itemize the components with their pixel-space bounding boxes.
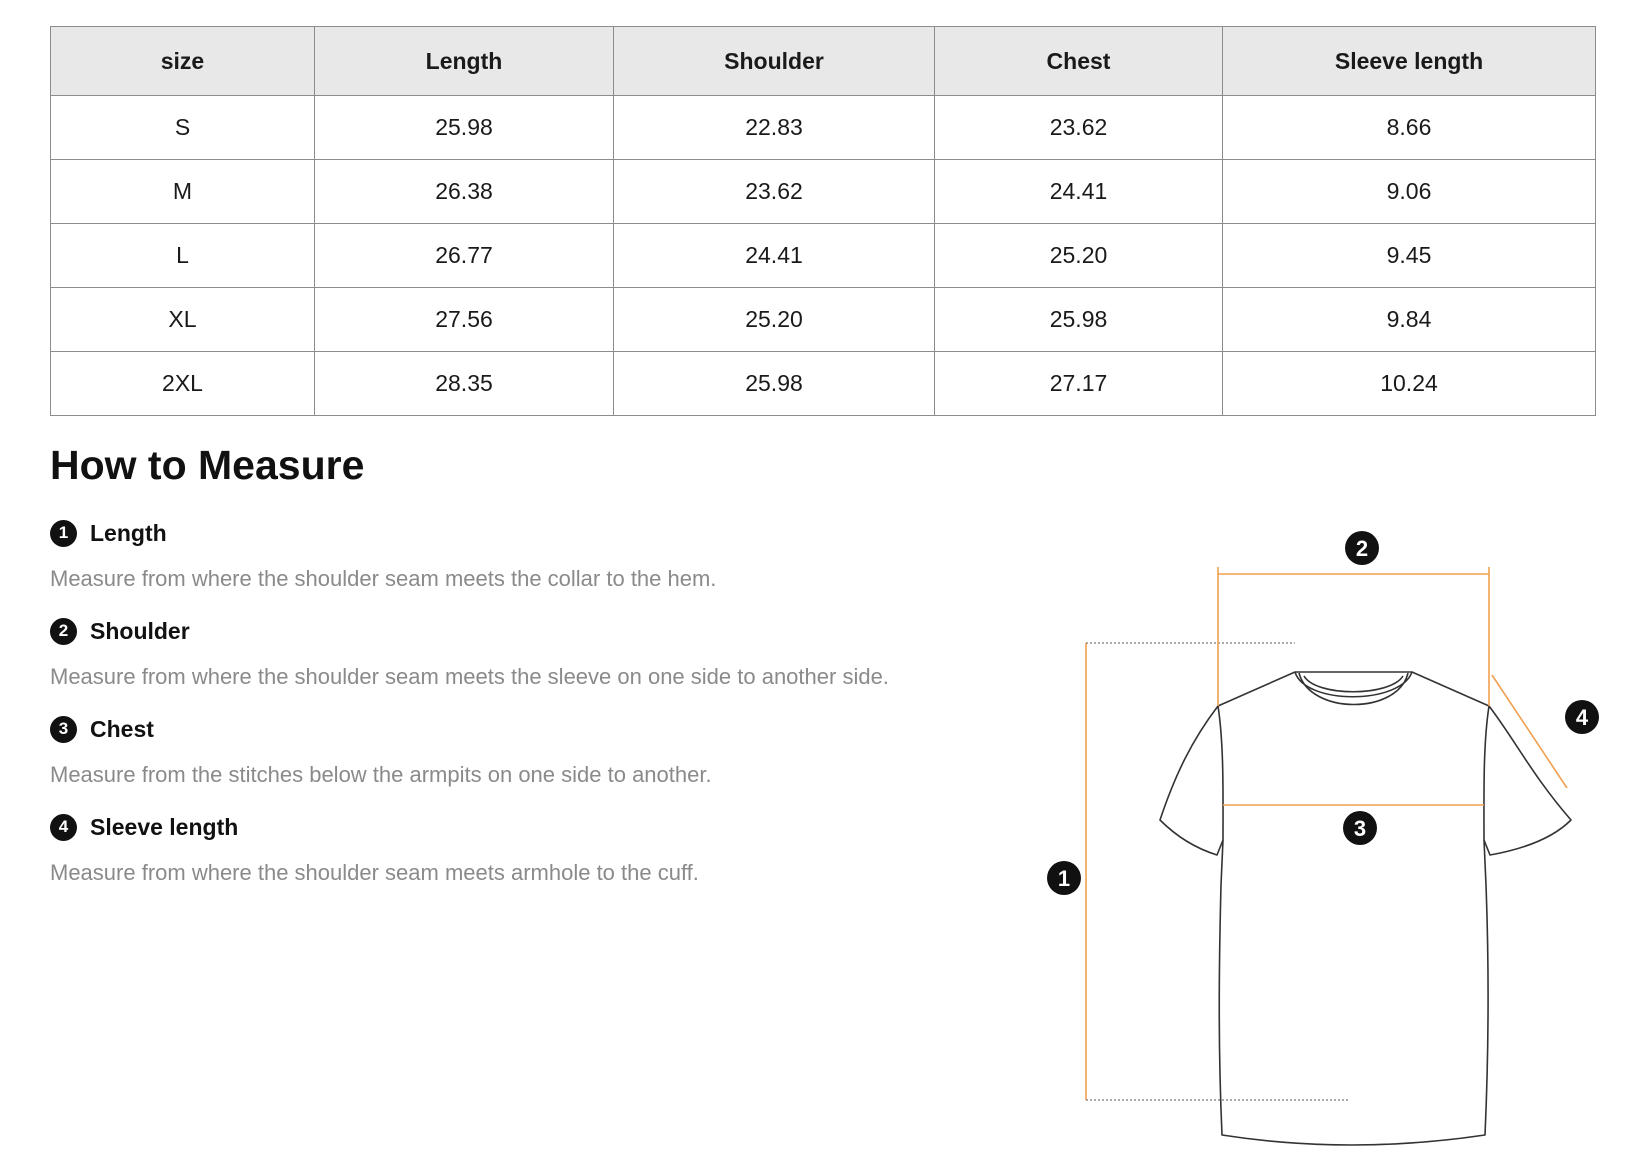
measure-guide-shoulder — [50, 616, 1050, 691]
table-row — [51, 160, 1596, 224]
guide-label-chest: Chest — [90, 715, 154, 742]
cell-length: 26.77 — [315, 224, 614, 288]
table-row — [51, 96, 1596, 160]
header-sleeve-length: Sleeve length — [1223, 27, 1596, 96]
number-four-icon: 4 — [50, 814, 77, 841]
header-size: size — [51, 27, 315, 96]
table-header-row — [51, 27, 1596, 96]
table-row — [51, 352, 1596, 416]
cell-length: 27.56 — [315, 288, 614, 352]
table-row — [51, 288, 1596, 352]
sleeve-measure-line — [1492, 675, 1567, 788]
tshirt-body-outline — [1218, 672, 1489, 1145]
marker-two-label: 2 — [1355, 536, 1369, 561]
cell-size: S — [51, 96, 315, 160]
number-two-icon: 2 — [50, 618, 77, 645]
header-shoulder: Shoulder — [614, 27, 935, 96]
marker-four-label: 4 — [1575, 705, 1589, 730]
guide-description-length: Measure from where the shoulder seam meets the collar to the hem. — [50, 566, 717, 591]
cell-sleeve-length: 8.66 — [1223, 96, 1596, 160]
guide-label-sleeve-length: Sleeve length — [90, 813, 239, 840]
table-row — [51, 224, 1596, 288]
cell-chest: 27.17 — [935, 352, 1223, 416]
guide-description-sleeve-length: Measure from where the shoulder seam meets armhole to the cuff. — [50, 860, 699, 885]
header-chest: Chest — [935, 27, 1223, 96]
tshirt-outline — [1160, 672, 1571, 1145]
marker-one-label: 1 — [1057, 866, 1071, 891]
cell-chest: 25.20 — [935, 224, 1223, 288]
cell-chest: 25.98 — [935, 288, 1223, 352]
cell-size: XL — [51, 288, 315, 352]
diagram-markers — [1047, 531, 1599, 895]
cell-size: M — [51, 160, 315, 224]
measure-guide-length — [50, 518, 1050, 593]
measurement-lines — [1086, 567, 1567, 1100]
cell-length: 28.35 — [315, 352, 614, 416]
cell-sleeve-length: 10.24 — [1223, 352, 1596, 416]
cell-length: 26.38 — [315, 160, 614, 224]
guide-label-length: Length — [90, 519, 167, 546]
cell-sleeve-length: 9.06 — [1223, 160, 1596, 224]
cell-size: 2XL — [51, 352, 315, 416]
guide-description-shoulder: Measure from where the shoulder seam meets the sleeve on one side to another side. — [50, 664, 889, 689]
tshirt-measurement-diagram — [1057, 536, 1600, 1165]
measure-guide-sleeve-length — [50, 812, 1050, 887]
size-chart-table — [50, 26, 1596, 416]
number-one-icon: 1 — [50, 520, 77, 547]
cell-shoulder: 24.41 — [614, 224, 935, 288]
cell-shoulder: 25.20 — [614, 288, 935, 352]
marker-four-icon — [1565, 700, 1599, 734]
cell-chest: 23.62 — [935, 96, 1223, 160]
cell-size: L — [51, 224, 315, 288]
tshirt-collar-inner — [1304, 676, 1403, 692]
how-to-measure-title: How to Measure — [50, 442, 365, 488]
tshirt-left-sleeve — [1160, 706, 1223, 855]
cell-chest: 24.41 — [935, 160, 1223, 224]
marker-one-icon — [1047, 861, 1081, 895]
cell-shoulder: 25.98 — [614, 352, 935, 416]
marker-two-icon — [1345, 531, 1379, 565]
cell-shoulder: 22.83 — [614, 96, 935, 160]
marker-three-label: 3 — [1353, 816, 1367, 841]
marker-three-icon — [1343, 811, 1377, 845]
cell-length: 25.98 — [315, 96, 614, 160]
header-length: Length — [315, 27, 614, 96]
number-three-icon: 3 — [50, 716, 77, 743]
tshirt-collar-inner-2 — [1299, 673, 1408, 705]
measure-guide-chest — [50, 714, 1050, 789]
cell-shoulder: 23.62 — [614, 160, 935, 224]
cell-sleeve-length: 9.84 — [1223, 288, 1596, 352]
guide-description-chest: Measure from the stitches below the armpits on one side to another. — [50, 762, 712, 787]
cell-sleeve-length: 9.45 — [1223, 224, 1596, 288]
guide-label-shoulder: Shoulder — [90, 617, 190, 644]
